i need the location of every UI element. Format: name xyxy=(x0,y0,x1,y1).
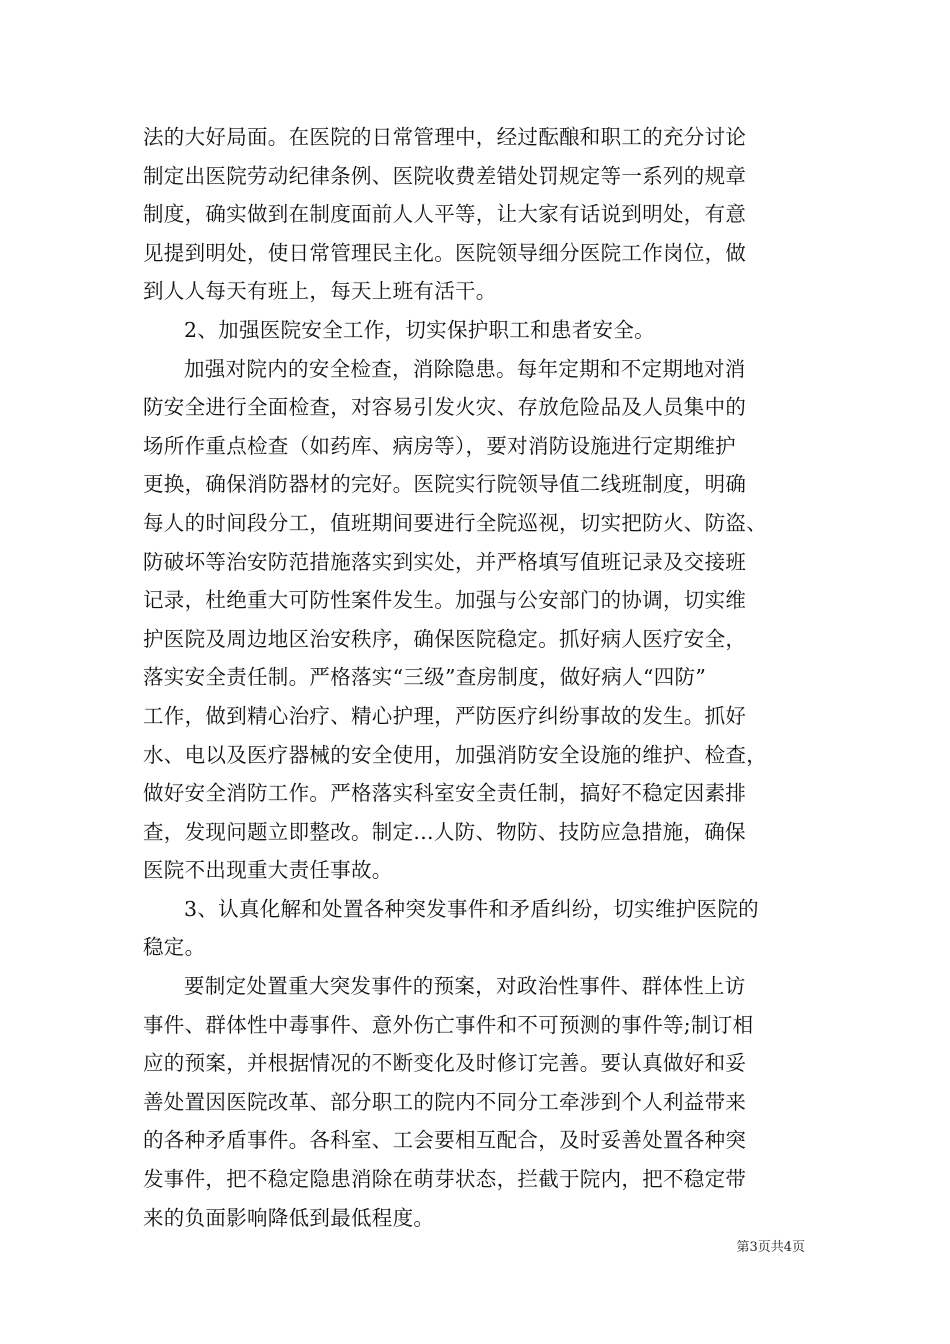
text-line: 每人的时间段分工，值班期间要进行全院巡视，切实把防火、防盗、 xyxy=(143,510,767,535)
text-line: 应的预案，并根据情况的不断变化及时修订完善。要认真做好和妥 xyxy=(143,1051,747,1076)
text-line: 法的大好局面。在医院的日常管理中，经过酝酿和职工的充分讨论 xyxy=(143,125,747,149)
text-line: 见提到明处，使日常管理民主化。医院领导细分医院工作岗位，做 xyxy=(143,240,747,265)
text-line: 善处置因医院改革、部分职工的院内不同分工牵涉到个人利益带来 xyxy=(143,1089,747,1114)
text-line: 制度，确实做到在制度面前人人平等，让大家有话说到明处，有意 xyxy=(143,202,747,227)
text-line: 到人人每天有班上，每天上班有活干。 xyxy=(143,279,497,304)
text-line: 发事件，把不稳定隐患消除在萌芽状态，拦截于院内，把不稳定带 xyxy=(143,1167,747,1192)
page-number: 第3页共4页 xyxy=(736,1240,805,1255)
text-line: 查，发现问题立即整改。制定...人防、物防、技防应急措施，确保 xyxy=(143,819,746,844)
text-line: 制定出医院劳动纪律条例、医院收费差错处罚规定等一系列的规章 xyxy=(143,163,747,188)
text-line: 来的负面影响降低到最低程度。 xyxy=(143,1205,435,1230)
text-line: 要制定处置重大突发事件的预案，对政治性事件、群体性上访 xyxy=(184,974,746,999)
text-line: 护医院及周边地区治安秩序，确保医院稳定。抓好病人医疗安全， xyxy=(143,626,747,651)
text-line: 落实安全责任制。严格落实“三级”查房制度，做好病人“四防” xyxy=(143,665,707,690)
text-line: 工作，做到精心治疗、精心护理，严防医疗纠纷事故的发生。抓好 xyxy=(143,703,747,728)
text-line: 做好安全消防工作。严格落实科室安全责任制，搞好不稳定因素排 xyxy=(143,781,747,806)
text-line: 事件、群体性中毒事件、意外伤亡事件和不可预测的事件等;制订相 xyxy=(143,1012,754,1037)
text-line: 医院不出现重大责任事故。 xyxy=(143,858,393,883)
section-heading-2: 2、加强医院安全工作，切实保护职工和患者安全。 xyxy=(184,317,655,342)
text-line: 场所作重点检查（如药库、病房等），要对消防设施进行定期维护 xyxy=(143,433,736,458)
text-line: 稳定。 xyxy=(143,935,206,960)
section-heading-3: 3、认真化解和处置各种突发事件和矛盾纠纷，切实维护医院的 xyxy=(184,896,759,921)
text-line: 防破坏等治安防范措施落实到实处，并严格填写值班记录及交接班 xyxy=(143,549,747,574)
text-line: 加强对院内的安全检查，消除隐患。每年定期和不定期地对消 xyxy=(184,356,746,381)
document-body xyxy=(143,118,823,1237)
text-line: 的各种矛盾事件。各科室、工会要相互配合，及时妥善处置各种突 xyxy=(143,1128,747,1153)
text-line: 水、电以及医疗器械的安全使用，加强消防安全设施的维护、检查， xyxy=(143,742,767,767)
text-line: 更换，确保消防器材的完好。医院实行院领导值二线班制度，明确 xyxy=(143,472,747,497)
text-line: 记录，杜绝重大可防性案件发生。加强与公安部门的协调，切实维 xyxy=(143,588,747,613)
text-line: 防安全进行全面检查，对容易引发火灾、存放危险品及人员集中的 xyxy=(143,395,747,420)
